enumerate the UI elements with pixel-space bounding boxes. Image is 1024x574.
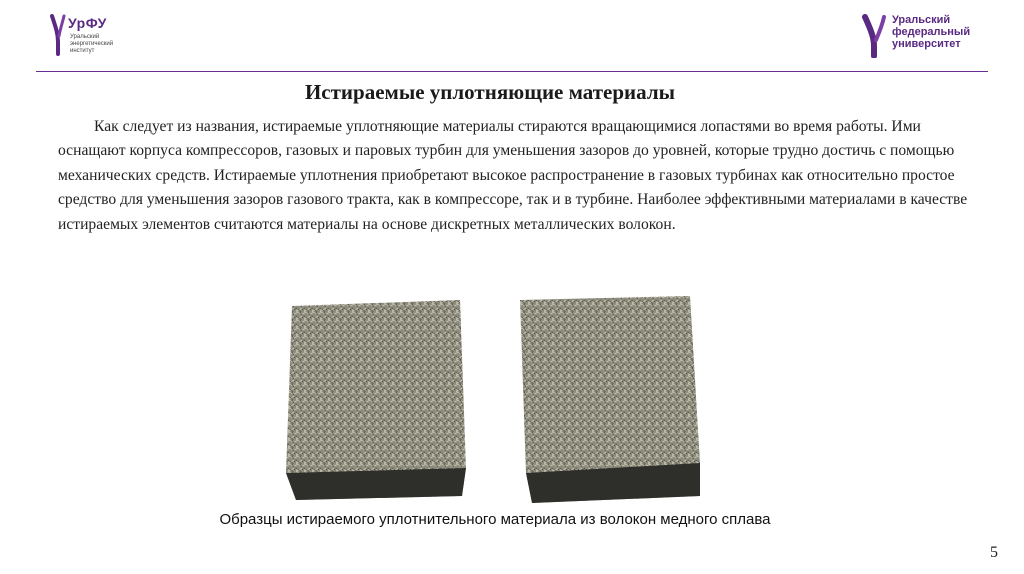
logo-subtitle-line: Уральский — [70, 34, 100, 40]
logo-subtitle-line: институт — [70, 48, 95, 54]
sample-left — [286, 300, 466, 500]
logo-name-line: университет — [892, 38, 961, 50]
sample-right — [520, 296, 700, 503]
logo-brand-text: УрФУ — [68, 15, 107, 31]
image-caption: Образцы истираемого уплотнительного материала из волокон медного сплава — [219, 511, 771, 528]
header-divider — [36, 71, 988, 72]
material-samples-photo — [270, 288, 740, 513]
urfu-y-logo-icon — [862, 14, 888, 58]
logo-name-line: федеральный — [892, 26, 971, 38]
page-number: 5 — [990, 544, 998, 561]
logo-university-name — [892, 14, 992, 50]
logo-name-line: Уральский — [892, 14, 951, 26]
urfu-university-logo — [862, 14, 992, 62]
slide-title: Истираемые уплотняющие материалы — [304, 80, 676, 104]
body-paragraph: Как следует из названия, истираемые уплотняющие материалы стираются вращающимися лопастями во время работы. Ими оснащают корпуса компрессоров, газовых и паровых турбин для уменьшения зазоров до уровней, которые трудно достичь с помощью механических средств. Истираемые уплотнения приобретают высокое распространение в газовых турбинах как относительно простое средство для уменьшения зазоров газового тракта, как в компрессоре, так и в турбине. Наиболее эффективными материалами в качестве истираемых элементов считаются материалы на основе дискретных металлических волокон. — [58, 118, 968, 233]
urfu-y-logo-icon — [50, 14, 68, 56]
logo-institute-text — [70, 34, 150, 55]
logo-subtitle-line: энергетический — [70, 41, 114, 47]
urfu-institute-logo — [50, 14, 170, 64]
